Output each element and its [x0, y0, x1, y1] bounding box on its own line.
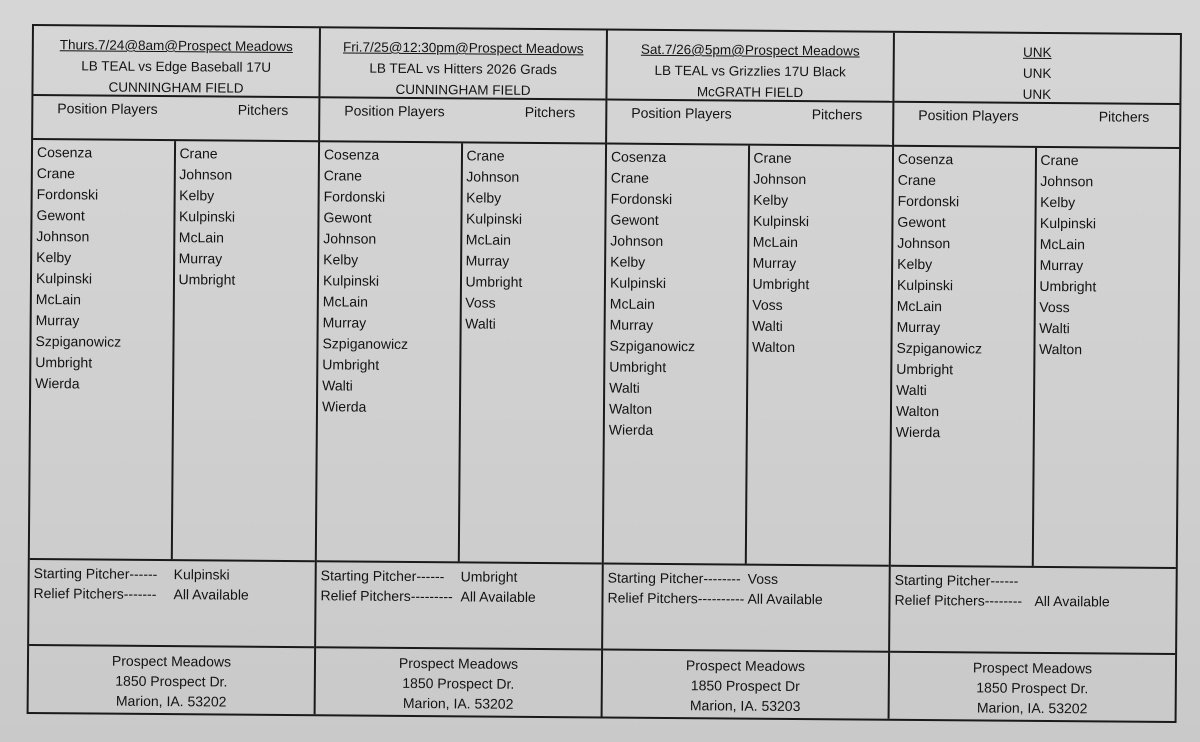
player-name: Kelby	[179, 187, 215, 204]
player-name: Johnson	[897, 234, 951, 252]
player-name: Murray	[752, 254, 797, 272]
game-field: CUNNINGHAM FIELD	[108, 79, 244, 96]
player-name: Szpiganowicz	[35, 333, 122, 350]
venue-address	[890, 653, 1176, 721]
game-matchup: LB TEAL vs Hitters 2026 Grads	[369, 60, 558, 78]
player-name: Johnson	[1040, 172, 1094, 190]
starting-pitcher-value: Voss	[747, 570, 779, 587]
player-name: Wierda	[608, 421, 654, 438]
game-field: CUNNINGHAM FIELD	[395, 81, 531, 98]
position-players-list	[317, 142, 463, 561]
pitchers-label: Pitchers	[1098, 108, 1150, 125]
player-name: Fordonski	[897, 192, 960, 210]
column-labels	[33, 96, 318, 142]
game-column	[603, 31, 895, 719]
roster	[317, 142, 605, 564]
player-name: McLain	[752, 233, 799, 251]
venue-city: Marion, IA. 53202	[115, 692, 227, 710]
venue-street: 1850 Prospect Dr.	[976, 679, 1089, 697]
player-name: McLain	[178, 229, 225, 246]
game-date: Sat.7/26@5pm@Prospect Meadows	[640, 41, 860, 59]
player-name: McLain	[465, 231, 512, 248]
column-labels	[894, 103, 1179, 149]
pitchers-list	[172, 141, 318, 560]
player-name: Walton	[608, 400, 653, 417]
venue-city: Marion, IA. 53203	[689, 697, 801, 715]
player-name: Gewont	[897, 213, 946, 231]
player-name: Crane	[36, 165, 76, 182]
player-name: Fordonski	[36, 186, 99, 203]
player-name: Kelby	[610, 253, 646, 270]
player-name: Crane	[179, 145, 218, 162]
player-name: Kelby	[466, 189, 502, 206]
player-name: Crane	[610, 169, 650, 186]
player-name: Murray	[896, 318, 941, 336]
venue-name: Prospect Meadows	[398, 654, 519, 672]
player-name: Kulpinski	[896, 276, 954, 294]
player-name: Gewont	[323, 209, 372, 226]
game-column	[29, 26, 321, 714]
player-name: Szpiganowicz	[609, 337, 696, 355]
game-matchup: UNK	[1022, 65, 1052, 82]
player-name: Cosenza	[36, 144, 93, 161]
player-name: Murray	[1039, 256, 1084, 274]
player-name: Murray	[465, 252, 510, 269]
game-matchup: LB TEAL vs Edge Baseball 17U	[81, 58, 272, 75]
pitching-plan	[603, 565, 889, 653]
game-matchup: LB TEAL vs Grizzlies 17U Black	[654, 62, 846, 80]
player-name: Walton	[751, 338, 796, 356]
player-name: Voss	[1039, 298, 1070, 316]
game-date: Thurs.7/24@8am@Prospect Meadows	[59, 37, 293, 55]
player-name: Umbright	[35, 354, 93, 371]
venue-address	[316, 648, 602, 716]
venue-address	[29, 646, 315, 714]
player-name: Kulpinski	[609, 274, 667, 291]
relief-pitchers-value: All Available	[173, 586, 249, 603]
column-labels	[607, 101, 892, 147]
position-players-list	[604, 145, 750, 564]
player-name: Crane	[323, 167, 363, 184]
relief-pitchers-label: Relief Pitchers----------	[607, 589, 745, 607]
pitchers-list	[1033, 148, 1179, 567]
player-name: Murray	[178, 250, 223, 267]
player-name: Szpiganowicz	[896, 339, 983, 357]
player-name: Kulpinski	[1039, 214, 1097, 232]
player-name: Wierda	[321, 398, 367, 415]
position-players-label: Position Players	[344, 102, 445, 120]
player-name: Johnson	[610, 232, 664, 249]
player-name: Umbright	[178, 271, 236, 288]
player-name: McLain	[35, 291, 82, 308]
player-name: McLain	[1039, 235, 1086, 253]
player-name: Walti	[896, 381, 927, 399]
player-name: Cosenza	[897, 150, 954, 168]
player-name: Kulpinski	[465, 210, 523, 227]
relief-pitchers-label: Relief Pitchers---------	[320, 587, 453, 605]
venue-address	[603, 651, 889, 719]
player-name: Kulpinski	[35, 270, 93, 287]
player-name: Fordonski	[610, 190, 673, 208]
player-name: McLain	[322, 293, 369, 310]
player-name: Kulpinski	[178, 208, 236, 225]
player-name: Voss	[465, 294, 496, 311]
pitchers-label: Pitchers	[811, 106, 863, 123]
player-name: Walti	[609, 379, 640, 396]
player-name: Walti	[1039, 319, 1070, 337]
player-name: Crane	[1040, 151, 1079, 169]
roster	[30, 140, 318, 562]
schedule-grid	[27, 24, 1182, 723]
relief-pitchers-label: Relief Pitchers--------	[894, 591, 1023, 609]
pitchers-label: Pitchers	[237, 101, 289, 119]
player-name: Gewont	[610, 211, 659, 228]
relief-pitchers-value: All Available	[460, 588, 536, 605]
game-field: McGRATH FIELD	[696, 84, 804, 101]
venue-street: 1850 Prospect Dr.	[115, 672, 228, 690]
player-name: Fordonski	[323, 188, 386, 205]
player-name: Kelby	[323, 251, 359, 268]
player-name: Crane	[897, 171, 937, 189]
player-name: Johnson	[323, 230, 377, 247]
position-players-label: Position Players	[918, 106, 1019, 124]
venue-name: Prospect Meadows	[685, 657, 806, 675]
player-name: Kelby	[36, 249, 72, 266]
player-name: Kelby	[1040, 193, 1076, 211]
starting-pitcher-label: Starting Pitcher--------	[607, 569, 741, 587]
roster	[604, 145, 892, 567]
venue-street: 1850 Prospect Dr.	[402, 674, 515, 692]
relief-pitchers-value: All Available	[747, 590, 823, 608]
position-players-label: Position Players	[631, 104, 732, 122]
venue-name: Prospect Meadows	[111, 652, 232, 670]
column-labels	[320, 98, 605, 144]
player-name: Wierda	[35, 375, 80, 392]
player-name: Murray	[322, 314, 367, 331]
player-name: Murray	[609, 316, 654, 333]
position-players-list	[891, 147, 1037, 566]
position-players-list	[30, 140, 176, 559]
pitching-plan	[316, 562, 602, 650]
pitchers-list	[746, 146, 892, 565]
game-column	[890, 33, 1180, 721]
pitchers-label: Pitchers	[524, 103, 576, 121]
player-name: Johnson	[36, 228, 90, 245]
player-name: Kelby	[897, 255, 933, 273]
player-name: Johnson	[466, 168, 520, 185]
game-date: UNK	[1022, 44, 1052, 61]
starting-pitcher-value: Kulpinski	[173, 566, 230, 583]
player-name: Kulpinski	[752, 212, 810, 230]
player-name: Johnson	[753, 170, 807, 188]
roster	[891, 147, 1179, 569]
player-name: Kulpinski	[322, 272, 380, 289]
venue-city: Marion, IA. 53202	[976, 699, 1088, 717]
player-name: Johnson	[179, 166, 233, 183]
starting-pitcher-label: Starting Pitcher------	[33, 565, 158, 583]
starting-pitcher-label: Starting Pitcher------	[320, 567, 445, 585]
player-name: Walton	[895, 402, 940, 420]
player-name: Walti	[322, 377, 353, 394]
player-name: McLain	[896, 297, 943, 315]
player-name: Walti	[465, 315, 496, 332]
player-name: Kelby	[753, 191, 789, 208]
game-header	[894, 33, 1180, 105]
player-name: Umbright	[896, 360, 954, 378]
position-players-label: Position Players	[57, 100, 158, 117]
game-header	[33, 26, 319, 98]
player-name: Gewont	[36, 207, 85, 224]
venue-name: Prospect Meadows	[972, 659, 1093, 677]
player-name: Umbright	[465, 273, 523, 290]
starting-pitcher-value: Umbright	[460, 568, 518, 585]
game-field: UNK	[1022, 86, 1052, 103]
player-name: Walti	[752, 317, 783, 334]
player-name: McLain	[609, 295, 656, 312]
venue-city: Marion, IA. 53202	[402, 694, 514, 712]
game-date: Fri.7/25@12:30pm@Prospect Meadows	[343, 39, 584, 57]
player-name: Voss	[752, 296, 783, 313]
player-name: Cosenza	[323, 146, 380, 163]
pitching-plan	[29, 560, 315, 648]
relief-pitchers-label: Relief Pitchers-------	[33, 585, 157, 602]
player-name: Murray	[35, 312, 80, 329]
player-name: Umbright	[1039, 277, 1097, 295]
player-name: Crane	[753, 149, 792, 166]
game-header	[607, 31, 893, 103]
player-name: Cosenza	[610, 148, 667, 165]
pitchers-list	[459, 143, 605, 562]
player-name: Umbright	[322, 356, 380, 373]
player-name: Wierda	[895, 423, 941, 441]
player-name: Crane	[466, 147, 505, 164]
player-name: Umbright	[609, 358, 667, 375]
player-name: Szpiganowicz	[322, 335, 409, 352]
player-name: Walton	[1038, 340, 1083, 358]
venue-street: 1850 Prospect Dr	[690, 677, 800, 695]
game-header	[320, 28, 606, 100]
starting-pitcher-label: Starting Pitcher------	[894, 571, 1019, 589]
relief-pitchers-value: All Available	[1034, 592, 1110, 610]
game-column	[316, 28, 608, 716]
pitching-plan	[890, 567, 1176, 655]
player-name: Umbright	[752, 275, 810, 293]
